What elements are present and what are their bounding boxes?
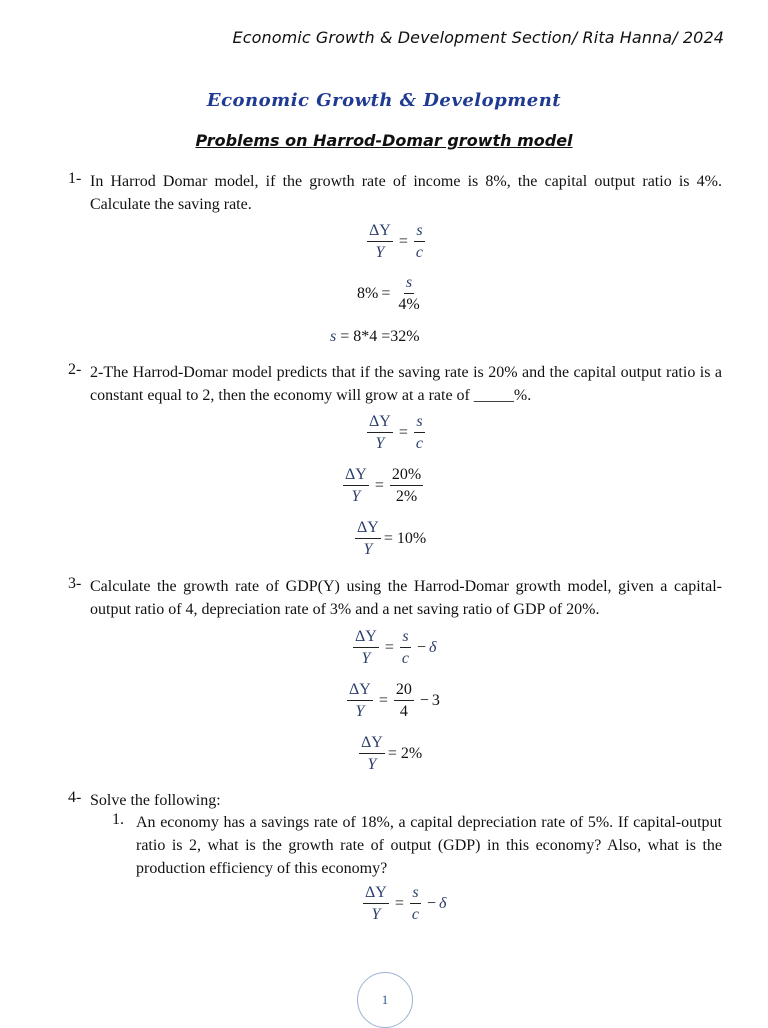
question-4-text: Solve the following: [90, 792, 221, 809]
question-4-sub-1-text: An economy has a savings rate of 18%, a capital depreciation rate of 5%. If capital-output ratio is 2, what is the growth rate of output (GDP) in this economy? Also, what is the production efficiency of this economy? [136, 814, 722, 877]
question-1-text: In Harrod Domar model, if the growth rate of income is 8%, the capital output ratio is 4%. Calculate the saving rate. [90, 173, 722, 213]
question-3-text: Calculate the growth rate of GDP(Y) using the Harrod-Domar growth model, given a capital-output ratio of 4, depreciation rate of 3% and a net saving ratio of GDP of 20%. [90, 578, 722, 618]
question-2-number: 2- [68, 361, 82, 378]
q1-equation-1: $\frac{\Delta Y}{Y}$ = $\frac{s}{c}$ [369, 222, 423, 261]
question-2-text: 2-The Harrod-Domar model predicts that if the saving rate is 20% and the capital output ratio is a constant equal to 2, then the economy will grow at a rate of _____%. [90, 364, 722, 404]
question-4-number: 4- [68, 789, 82, 806]
page-header: Economic Growth & Development Section/ Rita Hanna/ 2024 [232, 28, 724, 47]
q1-equation-2: 8% = $\frac{s}{4\%}$ [357, 274, 420, 313]
question-3-number: 3- [68, 575, 82, 592]
q2-equation-2: $\frac{\Delta Y}{Y}$ = $\frac{20\%}{2\%}$ [345, 466, 422, 505]
q2-equation-3: $\frac{\Delta Y}{Y}$ = 10% [357, 519, 427, 558]
document-title: Economic Growth & Development [206, 90, 562, 111]
document-subtitle: Problems on Harrod-Domar growth model [195, 131, 573, 150]
q3-equation-3: $\frac{\Delta Y}{Y}$ = 2% [361, 734, 423, 773]
q1-equation-3: s = 8*4 =32% [330, 328, 420, 345]
page-number: 1 [381, 992, 389, 1007]
question-4-sub-1-number: 1. [112, 811, 124, 828]
question-1-number: 1- [68, 170, 82, 187]
q2-equation-1: $\frac{\Delta Y}{Y}$ = $\frac{s}{c}$ [369, 413, 423, 452]
page-number-badge [357, 972, 413, 1028]
q4-equation-1: $\frac{\Delta Y}{Y}$ = $\frac{s}{c}$ − δ [365, 884, 447, 923]
q3-equation-1: $\frac{\Delta Y}{Y}$ = $\frac{s}{c}$ − δ [355, 628, 437, 667]
q3-equation-2: $\frac{\Delta Y}{Y}$ = $\frac{20}{4}$ − 3 [349, 681, 440, 720]
